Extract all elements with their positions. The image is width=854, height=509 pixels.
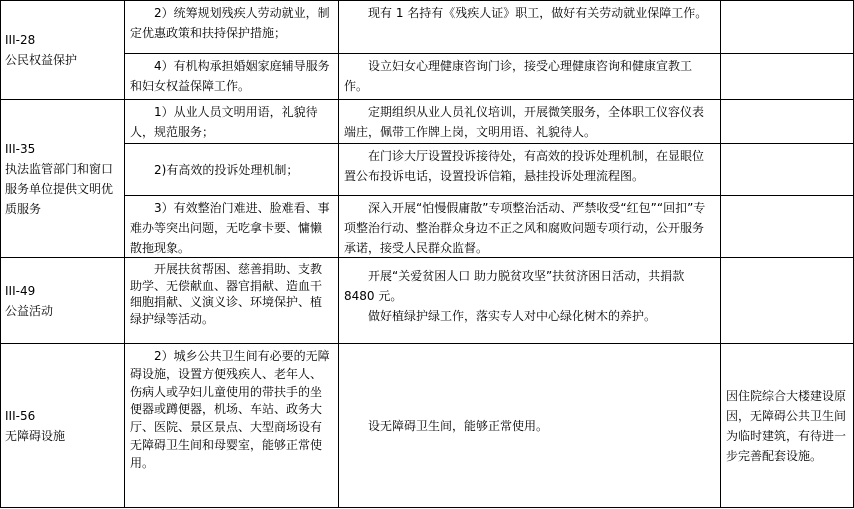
status-text: 设无障碍卫生间，能够正常使用。: [368, 418, 549, 433]
requirement-cell: [125, 144, 339, 196]
remark-cell: [721, 54, 854, 100]
item-code: III-35: [5, 141, 36, 156]
item-cell: [0, 100, 125, 258]
status-paragraph: 做好植绿护绿工作，落实专人对中心绿化树木的养护。: [368, 309, 657, 323]
requirement-cell: 2）城乡公共卫生间有必要的无障碍设施，设置方便残疾人、老年人、伤病人或孕妇儿童使用的带扶手的坐便器或蹲便器，机场、车站、政务大厅、医院、景区景点、大型商场设有无障碍卫生间和母婴室，能够正常使用。: [125, 344, 339, 508]
remark-text: 因住院综合大楼建设原因，无障碍公共卫生间为临时建筑，有待进一步完善配套设施。: [726, 388, 847, 463]
item-name: 公民权益保护: [5, 53, 78, 67]
remark-cell: [721, 0, 854, 54]
requirement-cell: 3）有效整治门难进、脸难看、事难办等突出问题，无吃拿卡要、慵懒散拖现象。: [125, 196, 339, 258]
remark-cell: [721, 344, 854, 508]
status-cell: 现有 1 名持有《残疾人证》职工，做好有关劳动就业保障工作。: [339, 0, 721, 54]
item-name: 执法监管部门和窗口服务单位提供文明优质服务: [5, 161, 114, 216]
requirement-text: 2)有高效的投诉处理机制；: [154, 162, 299, 177]
status-cell: 定期组织从业人员礼仪培训，开展微笑服务，全体职工仪容仪表端庄，佩带工作牌上岗，文明用语、礼貌待人。: [339, 100, 721, 144]
item-cell: [0, 0, 125, 100]
requirement-cell: 1）从业人员文明用语，礼貌待人，规范服务；: [125, 100, 339, 144]
item-cell: [0, 344, 125, 508]
remark-cell: [721, 258, 854, 344]
item-name: 公益活动: [5, 303, 54, 318]
status-cell: 设立妇女心理健康咨询门诊，接受心理健康咨询和健康宣教工作。: [339, 54, 721, 100]
status-cell: 在门诊大厅设置投诉接待处，有高效的投诉处理机制，在显眼位置公布投诉电话，设置投诉信箱，悬挂投诉处理流程图。: [339, 144, 721, 196]
remark-cell: [721, 196, 854, 258]
status-cell: [339, 344, 721, 508]
status-cell: [339, 258, 721, 344]
item-code: III-56: [5, 408, 36, 423]
remark-cell: [721, 100, 854, 144]
status-paragraph: 开展“关爱贫困人口 助力脱贫攻坚”扶贫济困日活动，共捐款 8480 元。: [344, 269, 685, 303]
requirement-cell: 开展扶贫帮困、慈善捐助、支教助学、无偿献血、器官捐献、造血干细胞捐献、义演义诊、环境保护、植绿护绿等活动。: [125, 258, 339, 344]
item-code: III-28: [5, 33, 36, 47]
item-cell: [0, 258, 125, 344]
requirement-cell: 2）统筹规划残疾人劳动就业，制定优惠政策和扶持保护措施；: [125, 0, 339, 54]
requirement-cell: 4）有机构承担婚姻家庭辅导服务和妇女权益保障工作。: [125, 54, 339, 100]
item-code: III-49: [5, 283, 36, 298]
status-cell: 深入开展“怕慢假庸散”专项整治活动、严禁收受“红包”“回扣”专项整治行动、整治群众身边不正之风和腐败问题专项行动，公开服务承诺，接受人民群众监督。: [339, 196, 721, 258]
item-name: 无障碍设施: [5, 428, 66, 443]
remark-cell: [721, 144, 854, 196]
